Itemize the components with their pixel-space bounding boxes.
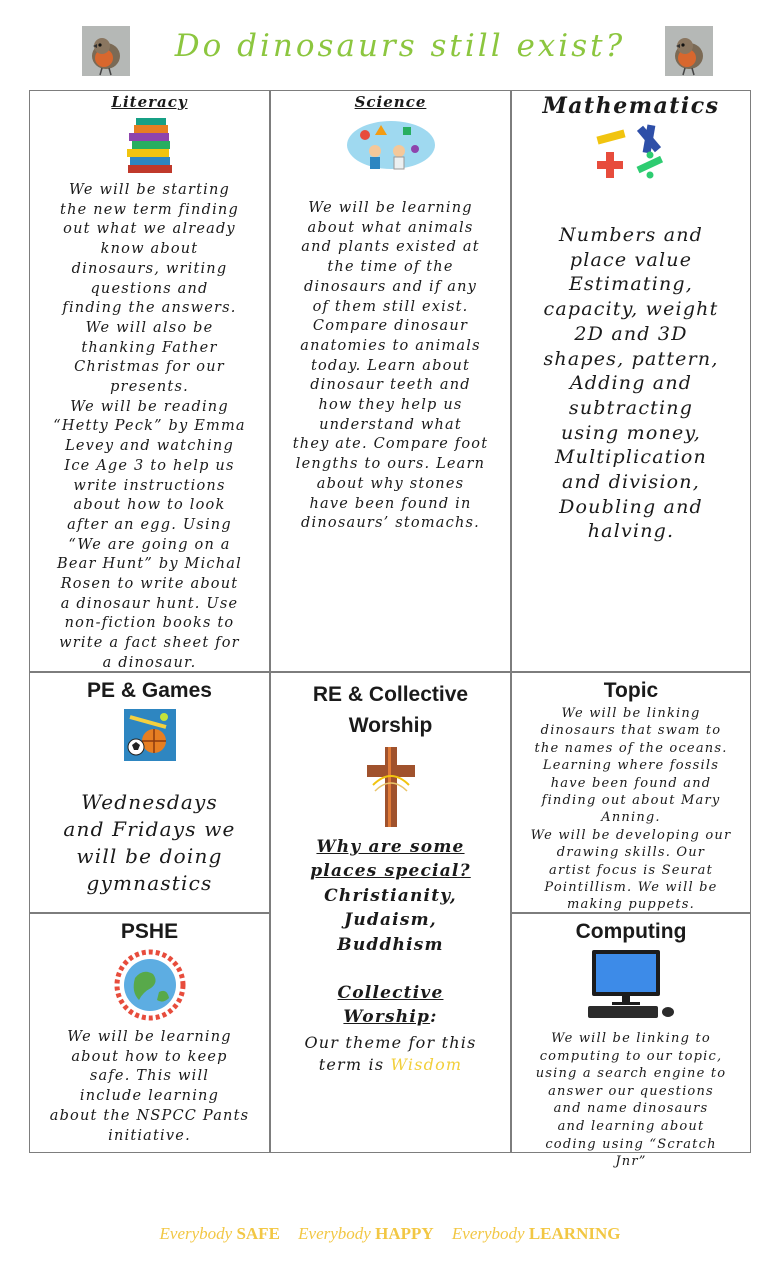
science-text-line: the time of the [327, 259, 454, 276]
literacy-text-line: finding the answers. [62, 300, 237, 317]
science-text-line: dinosaurs and if any [303, 278, 478, 295]
maths-text-line: place value [569, 248, 693, 271]
computing-text-line: and learning about [557, 1118, 705, 1134]
literacy-heading: Literacy [111, 93, 188, 111]
maths-text-line: using money, [560, 421, 702, 444]
literacy-text [30, 181, 269, 674]
literacy-text-line: out what we already [63, 221, 236, 238]
pshe-text-line: about how to keep [71, 1048, 228, 1065]
topic-text-line: making puppets. [567, 897, 695, 913]
literacy-text-line: a dinosaur hunt. Use [60, 595, 239, 612]
computing-text-line: We will be linking to [551, 1031, 711, 1046]
pshe-cell [29, 913, 270, 1153]
science-cloud-icon [345, 115, 437, 173]
theme-line-2: term is [318, 1055, 385, 1075]
motto-learning [452, 1224, 621, 1243]
computing-text-line: computing to our topic, [539, 1048, 723, 1064]
maths-text-line: Doubling and [559, 495, 703, 518]
literacy-cell [29, 90, 270, 672]
maths-text-line: subtracting [568, 396, 694, 419]
computing-text-line: answer our questions [548, 1083, 714, 1099]
pshe-text-line: about the NSPCC Pants [49, 1107, 250, 1124]
science-text [271, 199, 510, 534]
topic-text-line: drawing skills. Our [556, 845, 706, 861]
computer-monitor-icon [586, 948, 676, 1020]
re-religion-1: Christianity, [324, 885, 457, 906]
science-heading: Science [354, 93, 427, 111]
science-text-line: dinosaur teeth and [310, 377, 471, 394]
cross-icon [363, 745, 419, 829]
literacy-text-line: Christmas for our [74, 359, 225, 376]
literacy-text-line: Ice Age 3 to help us [64, 457, 235, 474]
science-text-line: today. Learn about [310, 357, 471, 374]
pshe-text-line: initiative. [108, 1127, 191, 1144]
science-text-line: and plants existed at [301, 239, 480, 256]
collective-worship-theme [271, 1032, 510, 1077]
motto-prefix: Everybody [451, 1224, 525, 1243]
re-religion-3: Buddhism [337, 934, 444, 955]
science-text-line: Compare dinosaur [312, 318, 469, 335]
literacy-text-line: We will also be [85, 319, 214, 336]
science-text-line: of them still exist. [312, 298, 469, 315]
topic-text-line: Learning where fossils [542, 758, 720, 774]
robin-bird-icon [82, 26, 130, 76]
topic-text-line: Anning. [601, 810, 661, 826]
literacy-text-line: dinosaurs, writing [71, 260, 228, 277]
literacy-text-line: Bear Hunt” by Michal [57, 556, 242, 573]
science-text-line: how they help us [318, 397, 463, 414]
topic-text-line: We will be linking [561, 706, 701, 721]
motto-word: LEARNING [528, 1224, 621, 1243]
literacy-text-line: We will be reading [70, 398, 229, 415]
maths-text-line: 2D and 3D [574, 322, 688, 345]
motto-safe [160, 1224, 280, 1243]
pe-games-cell [29, 672, 270, 913]
computing-cell [511, 913, 751, 1170]
literacy-text-line: “Hetty Peck” by Emma [53, 418, 246, 435]
literacy-text-line: We will be starting [68, 182, 231, 198]
literacy-text-line: a dinosaur. [102, 654, 197, 671]
maths-text-line: Multiplication [555, 446, 707, 469]
literacy-text-line: “We are going on a [68, 536, 231, 553]
pe-text-line: gymnastics [86, 871, 213, 895]
collective-worship-heading-line-2: Worship [343, 1007, 431, 1028]
science-cell [270, 90, 511, 672]
motto-word: SAFE [236, 1224, 280, 1243]
maths-text-line: Adding and [569, 372, 693, 395]
math-symbols-icon [591, 123, 671, 183]
maths-text-line: shapes, pattern, [543, 347, 719, 370]
literacy-text-line: Rosen to write about [60, 576, 239, 593]
collective-worship-colon: : [430, 1007, 438, 1028]
mathematics-heading: Mathematics [542, 93, 720, 119]
computing-text-line: using a search engine to [535, 1066, 727, 1082]
computing-text [512, 1030, 750, 1171]
topic-text-line: finding out about Mary [541, 793, 721, 809]
re-religion-2: Judaism, [344, 910, 437, 931]
footer-motto [0, 1224, 780, 1244]
re-heading-line-2: Worship [348, 714, 433, 737]
theme-word: Wisdom [390, 1055, 463, 1075]
science-text-line: dinosaurs’ stomachs. [301, 515, 480, 532]
maths-text-line: Numbers and [558, 224, 704, 246]
literacy-text-line: thanking Father [81, 339, 218, 356]
pshe-text-line: include learning [79, 1088, 220, 1105]
re-question [271, 835, 510, 957]
computing-text-line: Jnr” [615, 1154, 647, 1170]
literacy-text-line: non-fiction books to [64, 615, 235, 632]
science-text-line: have been found in [309, 495, 472, 512]
literacy-text-line: know about [100, 241, 199, 258]
motto-prefix: Everybody [159, 1224, 233, 1243]
re-heading [271, 679, 510, 741]
motto-word: HAPPY [375, 1224, 434, 1243]
topic-text-line: dinosaurs that swam to [540, 723, 722, 739]
topic-text [512, 705, 750, 914]
topic-text-line: We will be developing our [530, 827, 732, 843]
collective-worship-heading-line-1: Collective [337, 983, 444, 1004]
literacy-text-line: presents. [110, 379, 189, 396]
pe-games-heading: PE & Games [87, 679, 212, 702]
pshe-text-line: We will be learning [67, 1029, 232, 1045]
literacy-text-line: write instructions [73, 477, 226, 494]
maths-text-line: Estimating, [568, 273, 694, 296]
science-text-line: anatomies to animals [300, 337, 481, 354]
mathematics-cell [511, 90, 751, 672]
theme-line-1: Our theme for this [304, 1032, 477, 1052]
re-collective-worship-cell [270, 672, 511, 1153]
pe-text-line: and Fridays we [63, 817, 236, 841]
science-text-line: lengths to ours. Learn [295, 456, 486, 473]
stack-of-books-icon [122, 115, 178, 175]
literacy-text-line: after an egg. Using [67, 516, 232, 533]
curriculum-grid [29, 90, 751, 1170]
literacy-text-line: the new term finding [60, 201, 239, 218]
pshe-text-line: safe. This will [89, 1068, 210, 1085]
re-question-line-2: places special? [310, 861, 471, 882]
sports-balls-icon [122, 707, 178, 763]
motto-prefix: Everybody [298, 1224, 371, 1243]
topic-cell [511, 672, 751, 913]
literacy-text-line: about how to look [73, 497, 226, 514]
pshe-text [30, 1028, 269, 1146]
re-question-line-1: Why are some [316, 837, 465, 857]
robin-bird-icon [665, 26, 713, 76]
topic-heading: Topic [603, 679, 659, 702]
mathematics-text [512, 223, 750, 544]
pe-text-line: will be doing [76, 844, 223, 868]
topic-text-line: artist focus is Seurat [549, 862, 713, 878]
science-text-line: about why stones [316, 475, 465, 492]
pe-games-text [30, 789, 269, 897]
pe-text-line: Wednesdays [81, 790, 218, 814]
children-around-globe-icon [113, 948, 187, 1022]
re-heading-line-1: RE & Collective [312, 683, 469, 706]
collective-worship-heading [271, 981, 510, 1030]
motto-happy [298, 1224, 433, 1243]
page-header [0, 22, 780, 82]
science-text-line: We will be learning [308, 200, 473, 216]
science-text-line: about what animals [307, 219, 474, 236]
maths-text-line: and division, [562, 471, 700, 494]
topic-text-line: have been found and [550, 775, 712, 791]
topic-text-line: the names of the oceans. [534, 740, 728, 756]
science-text-line: they ate. Compare foot [292, 436, 489, 453]
computing-heading: Computing [575, 920, 687, 943]
computing-text-line: and name dinosaurs [553, 1101, 709, 1117]
literacy-text-line: write a fact sheet for [59, 635, 240, 652]
literacy-text-line: questions and [90, 280, 209, 297]
literacy-text-line: Levey and watching [65, 438, 234, 455]
topic-text-line: Pointillism. We will be [544, 880, 718, 896]
science-text-line: understand what [319, 416, 462, 433]
computing-text-line: coding using “Scratch [545, 1136, 717, 1152]
page-title: Do dinosaurs still exist? [174, 28, 626, 64]
maths-text-line: halving. [587, 520, 675, 543]
pshe-heading: PSHE [120, 920, 179, 943]
maths-text-line: capacity, weight [543, 298, 719, 321]
